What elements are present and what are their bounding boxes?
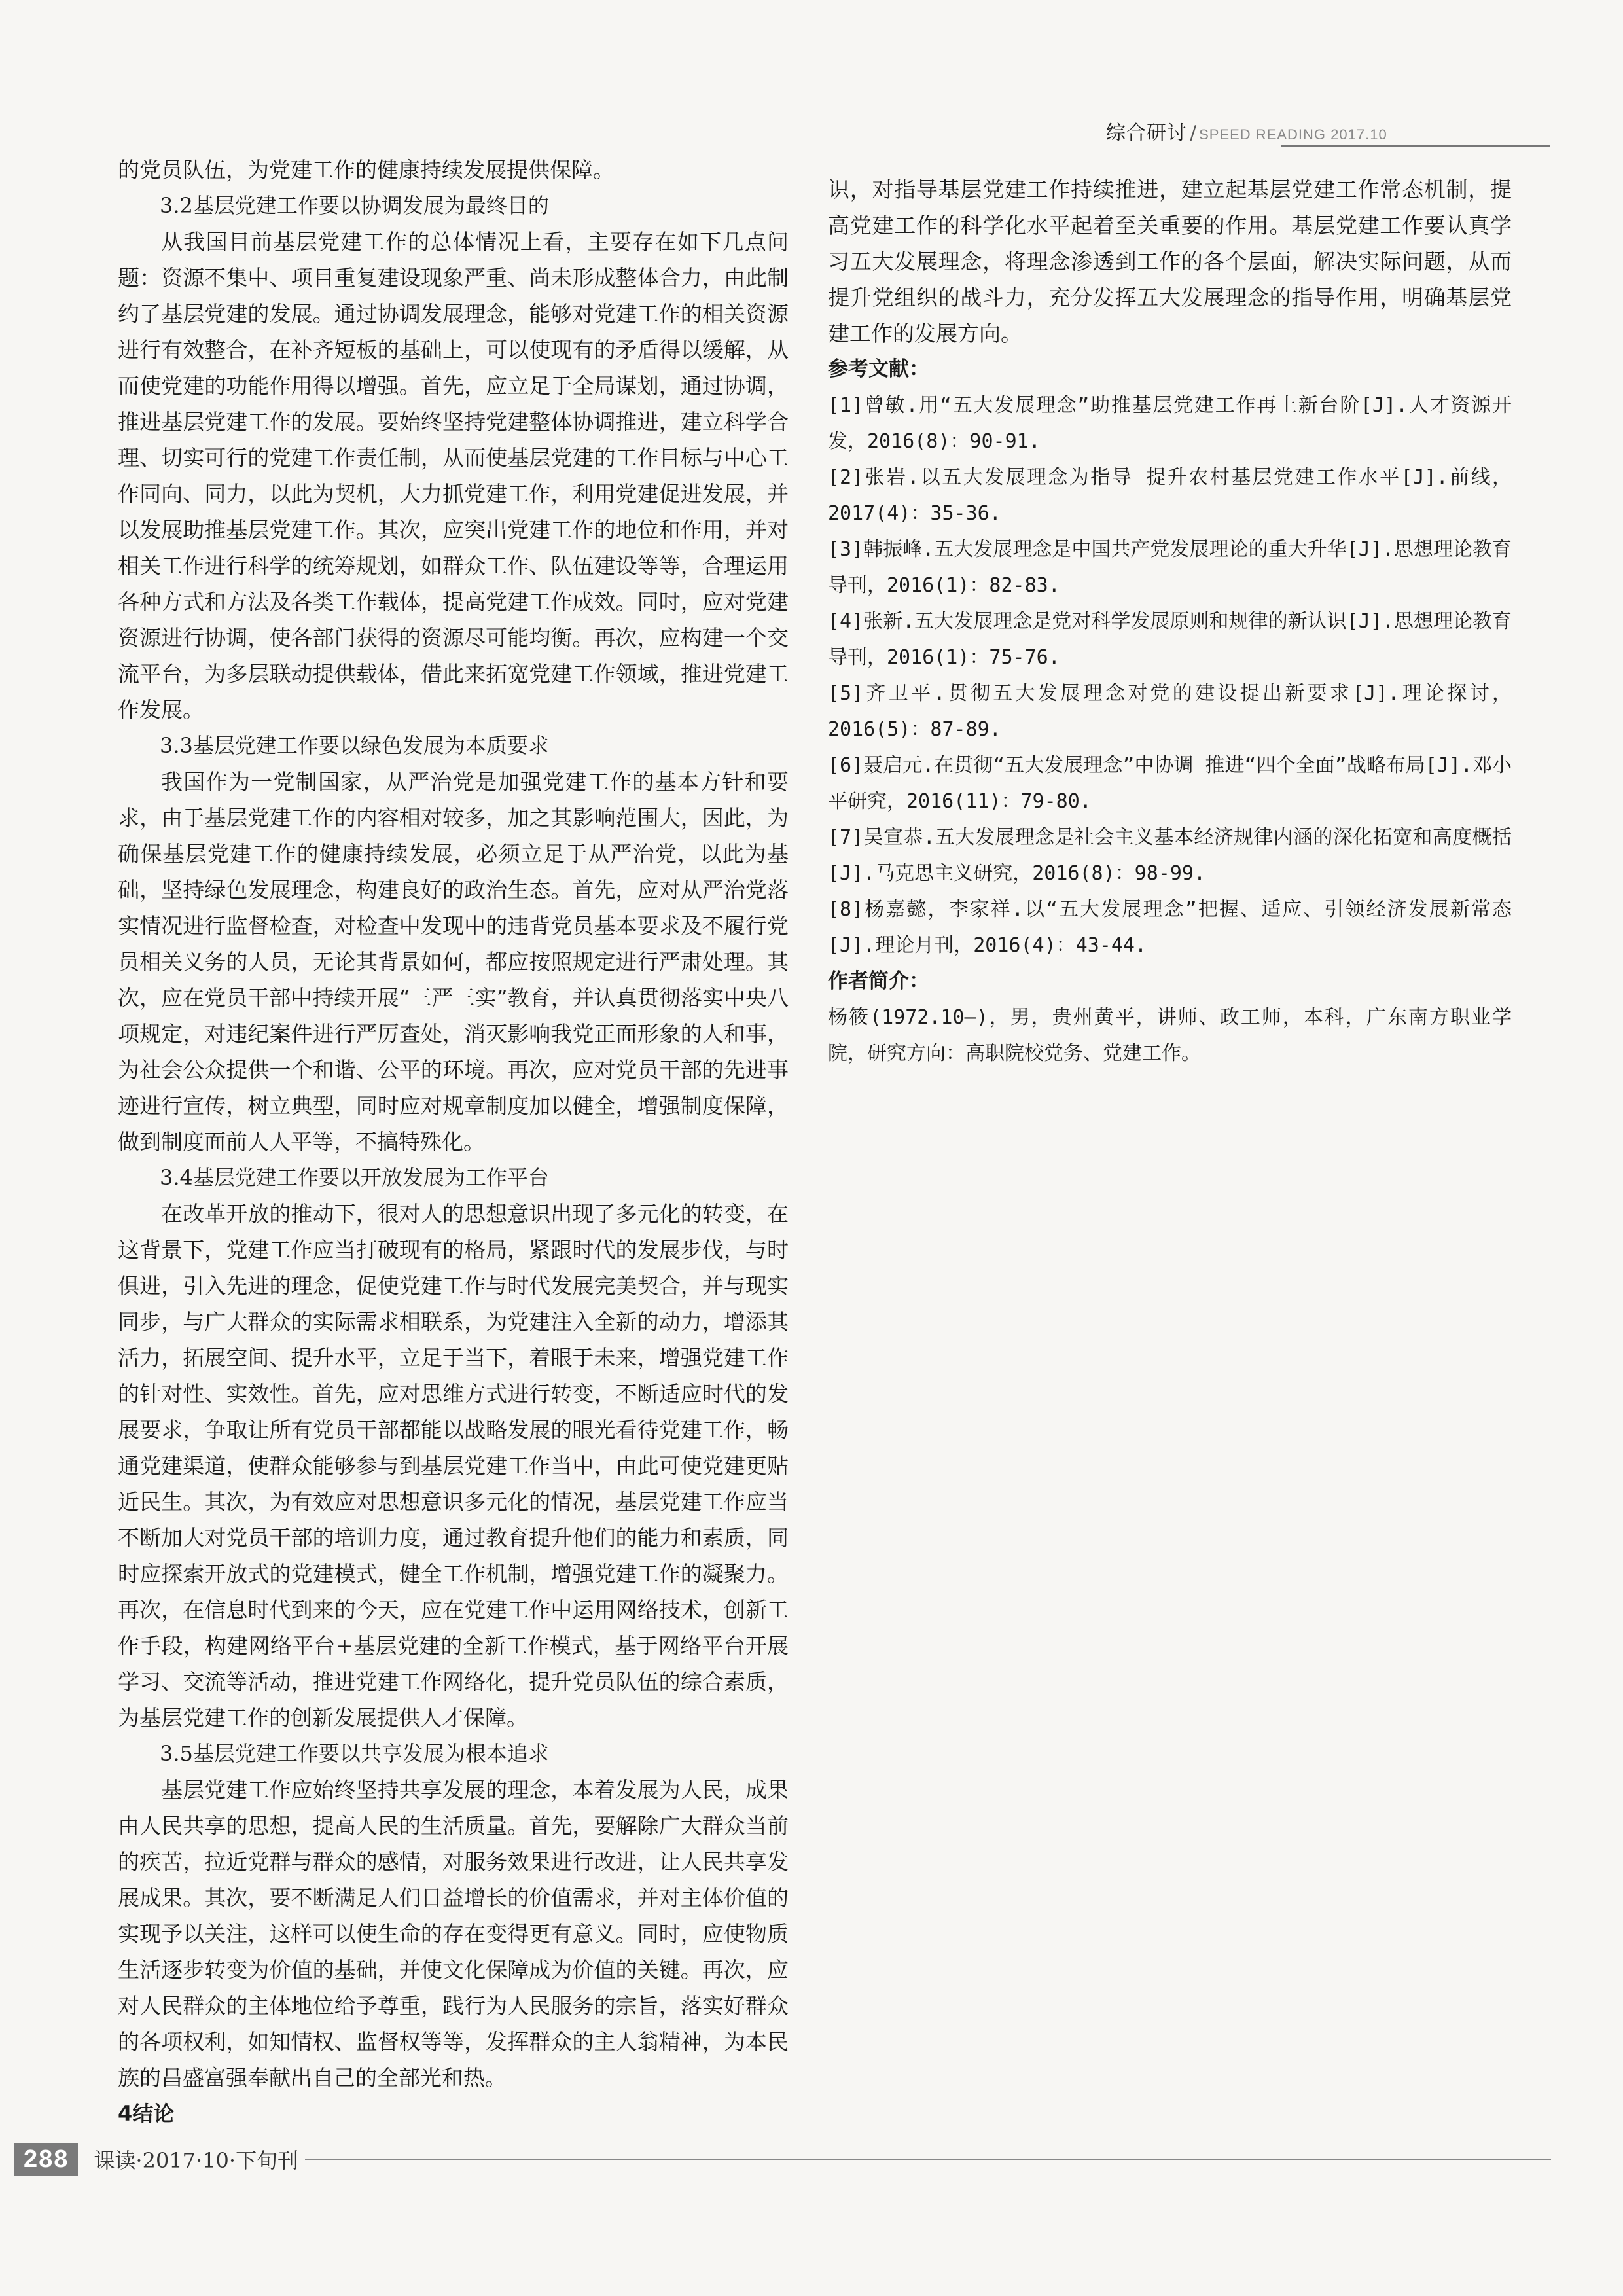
left-intro-text: 的党员队伍，为党建工作的健康持续发展提供保障。	[118, 157, 615, 183]
references-heading: 参考文献：	[828, 357, 929, 381]
right-column	[828, 171, 1512, 2155]
author-bio: 杨筱(1972.10—)，男，贵州黄平，讲师、政工师，本科，广东南方职业学院，研究方向：高职院校党务、党建工作。	[828, 1006, 1512, 1065]
paragraph-3-5: 基层党建工作应始终坚持共享发展的理念，本着发展为人民，成果由人民共享的思想，提高人民的生活质量。首先，要解除广大群众当前的疾苦，拉近党群与群众的感情，对服务效果进行改进，让人民共享发展成果。其次，要不断满足人们日益增长的价值需求，并对主体价值的实现予以关注，这样可以使生命的存在变得更有意义。同时，应使物质生活逐步转变为价值的基础，并使文化保障成为价值的关键。再次，应对人民群众的主体地位给予尊重，践行为人民服务的宗旨，落实好群众的各项权利，如知情权、监督权等等，发挥群众的主人翁精神，为本民族的昌盛富强奉献出自己的全部光和热。	[118, 1777, 789, 2090]
header-magazine: SPEED READING 2017.10	[1199, 126, 1387, 143]
subheading-3-4: 3.4基层党建工作要以开放发展为工作平台	[160, 1165, 549, 1190]
left-column	[118, 152, 789, 2135]
paragraph-conclusion	[118, 2132, 789, 2135]
footer-rule	[98, 2159, 1551, 2160]
reference-item: [2]张岩.以五大发展理念为指导 提升农村基层党建工作水平[J].前线，2017(4)：35-36.	[828, 466, 1512, 525]
conclusion-continuation: 识，对指导基层党建工作持续推进，建立起基层党建工作常态机制，提高党建工作的科学化水平起着至关重要的作用。基层党建工作要认真学习五大发展理念，将理念渗透到工作的各个层面，解决实际问题，从而提升党组织的战斗力，充分发挥五大发展理念的指导作用，明确基层党建工作的发展方向。	[828, 177, 1512, 346]
paragraph-3-3: 我国作为一党制国家，从严治党是加强党建工作的基本方针和要求，由于基层党建工作的内容相对较多，加之其影响范围大，因此，为确保基层党建工作的健康持续发展，必须立足于从严治党，以此为基础，坚持绿色发展理念，构建良好的政治生态。首先，应对从严治党落实情况进行监督检查，对检查中发现中的违背党员基本要求及不履行党员相关义务的人员，无论其背景如何，都应按照规定进行严肃处理。其次，应在党员干部中持续开展“三严三实”教育，并认真贯彻落实中央八项规定，对违纪案件进行严厉查处，消灭影响我党正面形象的人和事，为社会公众提供一个和谐、公平的环境。再次，应对党员干部的先进事迹进行宣传，树立典型，同时应对规章制度加以健全，增强制度保障，做到制度面前人人平等，不搞特殊化。	[118, 769, 789, 1155]
paragraph-3-2: 从我国目前基层党建工作的总体情况上看，主要存在如下几点问题：资源不集中、项目重复建设现象严重、尚未形成整体合力，由此制约了基层党建的发展。通过协调发展理念，能够对党建工作的相关资源进行有效整合，在补齐短板的基础上，可以使现有的矛盾得以缓解，从而使党建的功能作用得以增强。首先，应立足于全局谋划，通过协调，推进基层党建工作的发展。要始终坚持党建整体协调推进，建立科学合理、切实可行的党建工作责任制，从而使基层党建的工作目标与中心工作同向、同力，以此为契机，大力抓党建工作，利用党建促进发展，并以发展助推基层党建工作。其次，应突出党建工作的地位和作用，并对相关工作进行科学的统筹规划，如群众工作、队伍建设等等，合理运用各种方式和方法及各类工作载体，提高党建工作成效。同时，应对党建资源进行协调，使各部门获得的资源尽可能均衡。再次，应构建一个交流平台，为多层联动提供载体，借此来拓宽党建工作领域，推进党建工作发展。	[118, 229, 789, 723]
reference-item: [4]张新.五大发展理念是党对科学发展原则和规律的新认识[J].思想理论教育导刊，2016(1)：75-76.	[828, 610, 1512, 669]
reference-item: [1]曾敏.用“五大发展理念”助推基层党建工作再上新台阶[J].人才资源开发，2016(8)：90-91.	[828, 394, 1512, 453]
page-number: 288	[14, 2143, 78, 2176]
reference-item: [8]杨嘉懿，李家祥.以“五大发展理念”把握、适应、引领经济发展新常态[J].理论月刊，2016(4)：43-44.	[828, 898, 1512, 957]
header-slash: /	[1190, 122, 1197, 145]
section-heading-conclusion: 4结论	[118, 2101, 175, 2126]
reference-item: [7]吴宣恭.五大发展理念是社会主义基本经济规律内涵的深化拓宽和高度概括[J].马克思主义研究，2016(8)：98-99.	[828, 826, 1512, 885]
subheading-3-2: 3.2基层党建工作要以协调发展为最终目的	[160, 193, 549, 218]
journal-name: 课读·2017·10·下旬刊	[87, 2144, 305, 2174]
author-heading: 作者简介：	[828, 969, 929, 993]
header-section: 综合研讨	[1106, 122, 1187, 145]
paragraph-3-4: 在改革开放的推动下，很对人的思想意识出现了多元化的转变，在这背景下，党建工作应当打破现有的格局，紧跟时代的发展步伐，与时俱进，引入先进的理念，促使党建工作与时代发展完美契合，并与现实同步，与广大群众的实际需求相联系，为党建注入全新的动力，增添其活力，拓展空间、提升水平，立足于当下，着眼于未来，增强党建工作的针对性、实效性。首先，应对思维方式进行转变，不断适应时代的发展要求，争取让所有党员干部都能以战略发展的眼光看待党建工作，畅通党建渠道，使群众能够参与到基层党建工作当中，由此可使党建更贴近民生。其次，为有效应对思想意识多元化的情况，基层党建工作应当不断加大对党员干部的培训力度，通过教育提升他们的能力和素质，同时应探索开放式的党建模式，健全工作机制，增强党建工作的凝聚力。再次，在信息时代到来的今天，应在党建工作中运用网络技术，创新工作手段，构建网络平台+基层党建的全新工作模式，基于网络平台开展学习、交流等活动，推进党建工作网络化，提升党员队伍的综合素质，为基层党建工作的创新发展提供人才保障。	[118, 1201, 789, 1731]
header-rule	[1281, 145, 1550, 147]
subheading-3-3: 3.3基层党建工作要以绿色发展为本质要求	[160, 733, 549, 758]
page-footer	[14, 2140, 305, 2178]
reference-item: [5]齐卫平.贯彻五大发展理念对党的建设提出新要求[J].理论探讨，2016(5)：87-89.	[828, 682, 1512, 741]
reference-item: [3]韩振峰.五大发展理念是中国共产党发展理论的重大升华[J].思想理论教育导刊，2016(1)：82-83.	[828, 538, 1512, 597]
running-header	[1106, 117, 1551, 145]
reference-item: [6]聂启元.在贯彻“五大发展理念”中协调 推进“四个全面”战略布局[J].邓小平研究，2016(11)：79-80.	[828, 754, 1512, 813]
subheading-3-5: 3.5基层党建工作要以共享发展为根本追求	[160, 1741, 549, 1766]
